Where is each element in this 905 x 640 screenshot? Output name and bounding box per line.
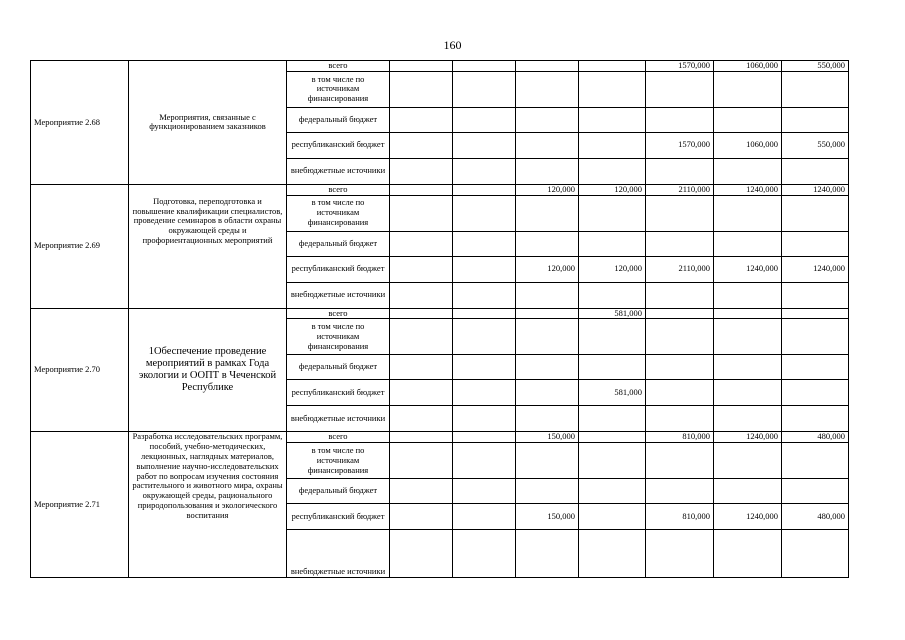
amount-cell [782,158,849,184]
amount-cell [714,308,782,319]
amount-cell [782,530,849,578]
amount-cell [646,282,714,308]
amount-cell: 550,000 [782,132,849,158]
amount-cell [390,107,453,132]
funding-source: всего [287,308,390,319]
amount-cell [453,256,516,282]
amount-cell [453,432,516,443]
amount-cell [453,504,516,530]
amount-cell [390,158,453,184]
amount-cell [516,195,579,231]
amount-cell: 150,000 [516,504,579,530]
amount-cell [782,195,849,231]
amount-cell [453,443,516,479]
amount-cell [714,406,782,432]
amount-cell [782,406,849,432]
amount-cell [516,107,579,132]
amount-cell [390,184,453,195]
table-row [31,432,849,443]
amount-cell [453,479,516,504]
amount-cell: 1240,000 [714,184,782,195]
amount-cell [390,282,453,308]
amount-cell [453,319,516,355]
amount-cell [646,479,714,504]
funding-source: в том числе по источникам финансирования [287,71,390,107]
event-name: Мероприятие 2.69 [31,184,129,308]
amount-cell [579,530,646,578]
amount-cell [579,107,646,132]
amount-cell [390,195,453,231]
amount-cell [516,61,579,72]
amount-cell [516,132,579,158]
amount-cell [782,443,849,479]
funding-source: в том числе по источникам финансирования [287,443,390,479]
amount-cell [714,355,782,380]
event-description: Разработка исследовательских программ, пособий, учебно-методических, лекционных, наглядных материалов, выполнение научно-исследовательских работ по вопросам изучения состояния растительного и животного мира, охраны окружающей среды, рационального природопользования и экологического воспитания [129,432,287,578]
funding-source: республиканский бюджет [287,256,390,282]
event-description: Мероприятия, связанные с функционированием заказников [129,61,287,185]
amount-cell [453,195,516,231]
amount-cell [646,443,714,479]
amount-cell [390,256,453,282]
amount-cell [390,308,453,319]
amount-cell [516,231,579,256]
amount-cell [782,107,849,132]
amount-cell [714,479,782,504]
amount-cell [516,308,579,319]
amount-cell: 581,000 [579,380,646,406]
funding-source: внебюджетные источники [287,530,390,578]
amount-cell: 1060,000 [714,132,782,158]
amount-cell [714,319,782,355]
amount-cell [453,380,516,406]
amount-cell [646,308,714,319]
table-row [31,184,849,195]
amount-cell [782,308,849,319]
amount-cell [453,71,516,107]
funding-source: в том числе по источникам финансирования [287,319,390,355]
event-name: Мероприятие 2.68 [31,61,129,185]
funding-source: республиканский бюджет [287,380,390,406]
amount-cell: 2110,000 [646,184,714,195]
amount-cell [516,380,579,406]
amount-cell [579,479,646,504]
amount-cell: 550,000 [782,61,849,72]
amount-cell [579,406,646,432]
amount-cell [453,158,516,184]
amount-cell [390,443,453,479]
amount-cell [390,380,453,406]
amount-cell [390,530,453,578]
amount-cell [646,71,714,107]
amount-cell [516,319,579,355]
amount-cell [579,158,646,184]
amount-cell [516,406,579,432]
amount-cell [646,406,714,432]
amount-cell: 150,000 [516,432,579,443]
amount-cell: 1570,000 [646,61,714,72]
amount-cell [579,231,646,256]
amount-cell [579,432,646,443]
amount-cell [646,530,714,578]
amount-cell [579,504,646,530]
funding-source: федеральный бюджет [287,479,390,504]
amount-cell [453,406,516,432]
amount-cell [516,443,579,479]
amount-cell: 581,000 [579,308,646,319]
amount-cell: 120,000 [579,184,646,195]
amount-cell [579,132,646,158]
amount-cell [453,530,516,578]
amount-cell [782,71,849,107]
amount-cell: 120,000 [516,184,579,195]
amount-cell [516,158,579,184]
funding-source: всего [287,432,390,443]
amount-cell [453,132,516,158]
amount-cell [390,231,453,256]
amount-cell [714,71,782,107]
amount-cell: 1570,000 [646,132,714,158]
table-row [31,308,849,319]
amount-cell [579,282,646,308]
funding-source: республиканский бюджет [287,504,390,530]
funding-source: всего [287,184,390,195]
amount-cell [516,282,579,308]
amount-cell: 120,000 [516,256,579,282]
amount-cell [579,71,646,107]
amount-cell [714,282,782,308]
amount-cell [782,479,849,504]
amount-cell [516,71,579,107]
amount-cell [782,380,849,406]
amount-cell [646,355,714,380]
funding-source: республиканский бюджет [287,132,390,158]
amount-cell [390,61,453,72]
amount-cell: 1240,000 [714,432,782,443]
amount-cell [646,319,714,355]
amount-cell [516,355,579,380]
amount-cell: 480,000 [782,432,849,443]
amount-cell: 480,000 [782,504,849,530]
amount-cell [453,61,516,72]
budget-table [30,60,849,578]
amount-cell [646,195,714,231]
amount-cell [646,231,714,256]
amount-cell [714,231,782,256]
event-name: Мероприятие 2.70 [31,308,129,432]
funding-source: внебюджетные источники [287,158,390,184]
funding-source: федеральный бюджет [287,107,390,132]
amount-cell [453,184,516,195]
page-number: 160 [443,38,462,52]
amount-cell [390,132,453,158]
amount-cell: 810,000 [646,432,714,443]
amount-cell [579,355,646,380]
amount-cell [714,107,782,132]
amount-cell [453,107,516,132]
amount-cell: 120,000 [579,256,646,282]
funding-source: федеральный бюджет [287,355,390,380]
amount-cell: 1060,000 [714,61,782,72]
event-name: Мероприятие 2.71 [31,432,129,578]
amount-cell [714,195,782,231]
funding-source: всего [287,61,390,72]
amount-cell [390,319,453,355]
amount-cell [646,158,714,184]
amount-cell [646,107,714,132]
amount-cell [390,479,453,504]
amount-cell: 2110,000 [646,256,714,282]
amount-cell [579,443,646,479]
amount-cell: 1240,000 [782,184,849,195]
funding-source: внебюджетные источники [287,282,390,308]
amount-cell [646,380,714,406]
amount-cell [390,504,453,530]
amount-cell [714,380,782,406]
amount-cell [516,530,579,578]
amount-cell [390,406,453,432]
event-description: Подготовка, переподготовка и повышение квалификации специалистов, проведение семинаров в области охраны окружающей среды и профориентационных мероприятий [129,184,287,308]
amount-cell [579,195,646,231]
amount-cell: 810,000 [646,504,714,530]
event-description: 1Обеспечение проведение мероприятий в рамках Года экологии и ООПТ в Чеченской Республике [129,308,287,432]
amount-cell [390,71,453,107]
table-row [31,61,849,72]
amount-cell [579,61,646,72]
funding-source: в том числе по источникам финансирования [287,195,390,231]
amount-cell [714,530,782,578]
amount-cell [782,282,849,308]
amount-cell: 1240,000 [714,256,782,282]
amount-cell [453,231,516,256]
amount-cell [782,355,849,380]
funding-source: федеральный бюджет [287,231,390,256]
amount-cell [714,443,782,479]
amount-cell [579,319,646,355]
amount-cell [516,479,579,504]
amount-cell [782,231,849,256]
amount-cell [390,355,453,380]
amount-cell [453,308,516,319]
amount-cell [782,319,849,355]
amount-cell [390,432,453,443]
amount-cell [714,158,782,184]
amount-cell: 1240,000 [782,256,849,282]
amount-cell [453,355,516,380]
amount-cell: 1240,000 [714,504,782,530]
amount-cell [453,282,516,308]
funding-source: внебюджетные источники [287,406,390,432]
